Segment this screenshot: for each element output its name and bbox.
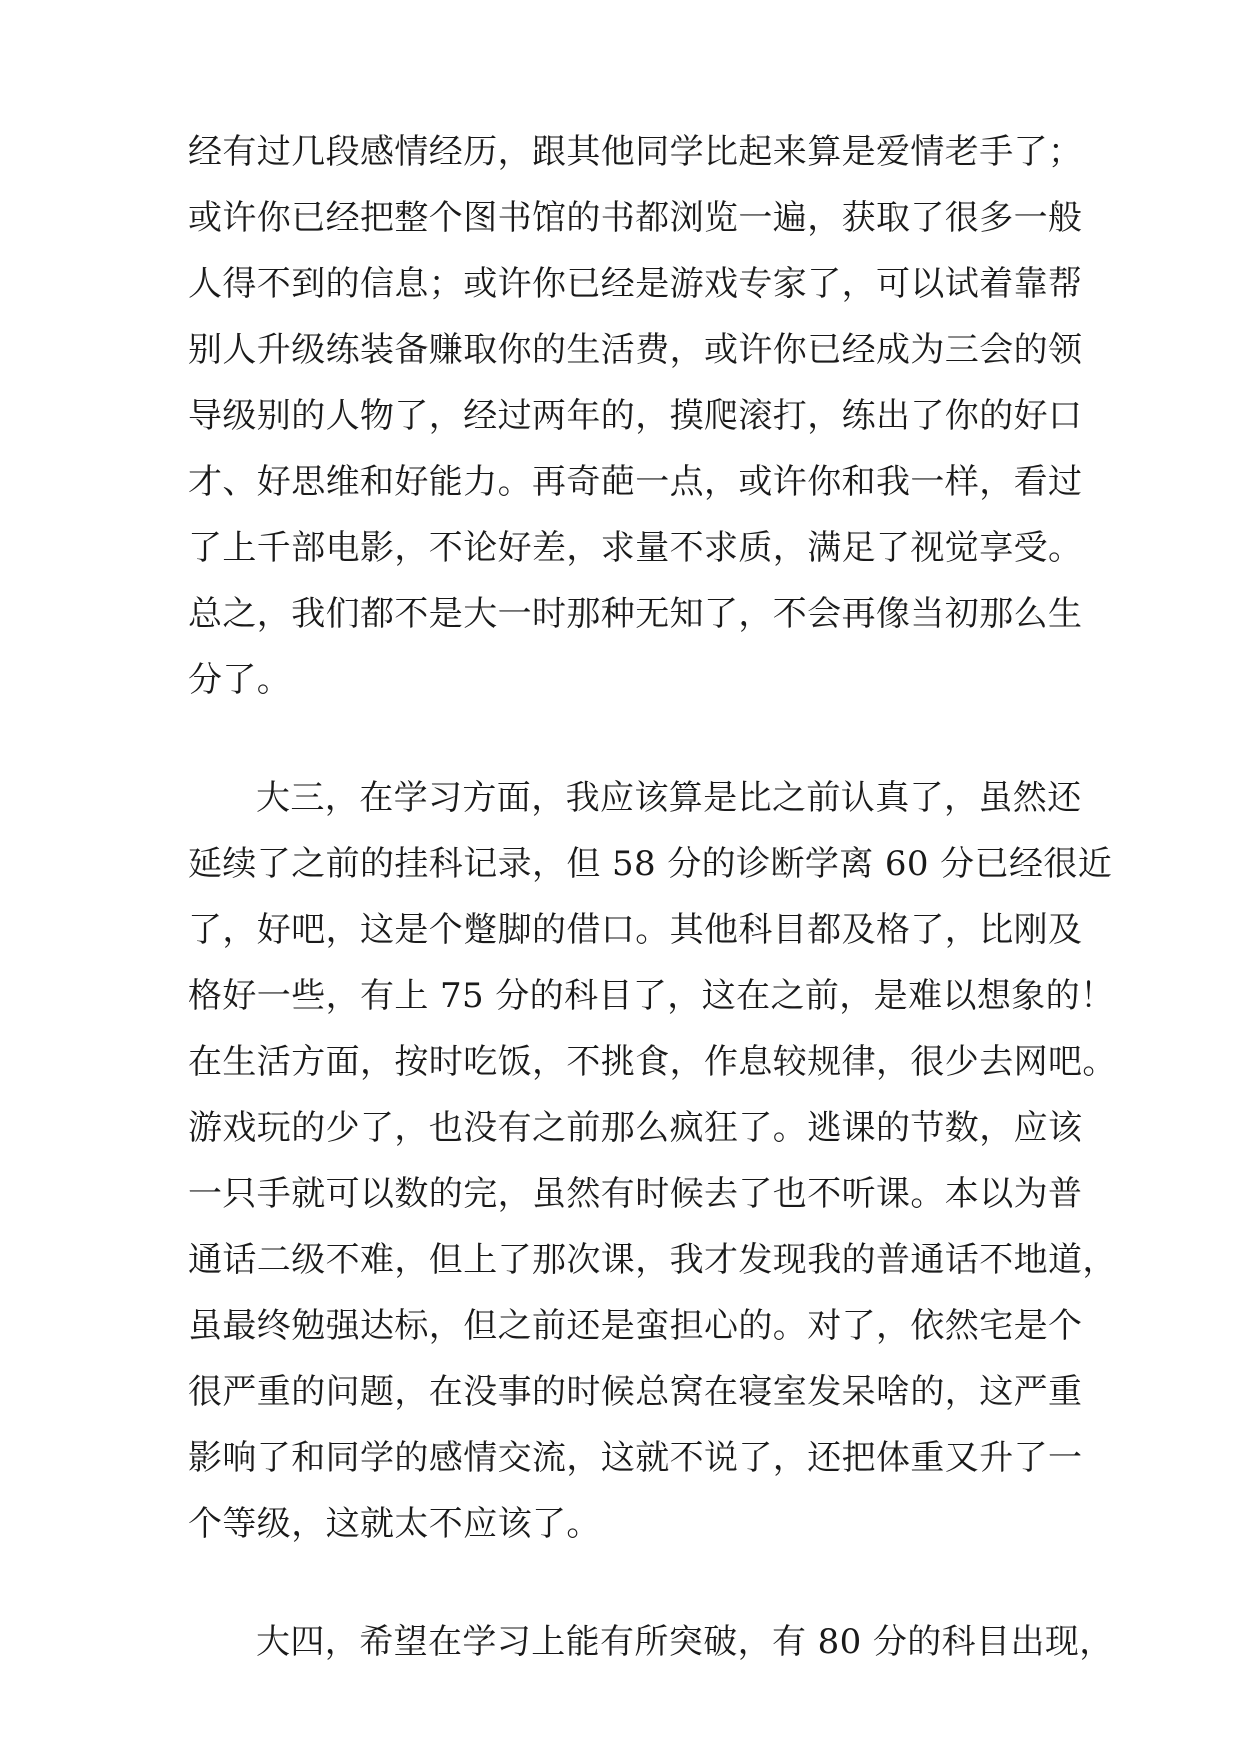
text-line: 经有过几段感情经历，跟其他同学比起来算是爱情老手了； bbox=[188, 132, 1083, 172]
text-line: 通话二级不难，但上了那次课，我才发现我的普通话不地道， bbox=[188, 1240, 1117, 1280]
text-line: 大四，希望在学习上能有所突破，有 80 分的科目出现， bbox=[256, 1622, 1114, 1662]
text-line: 在生活方面，按时吃饭，不挑食，作息较规律，很少去网吧。 bbox=[188, 1042, 1117, 1082]
text-line: 游戏玩的少了，也没有之前那么疯狂了。逃课的节数，应该 bbox=[188, 1108, 1083, 1148]
text-line: 人得不到的信息；或许你已经是游戏专家了，可以试着靠帮 bbox=[188, 264, 1083, 304]
text-line: 了，好吧，这是个蹩脚的借口。其他科目都及格了，比刚及 bbox=[188, 910, 1083, 950]
text-line: 影响了和同学的感情交流，这就不说了，还把体重又升了一 bbox=[188, 1438, 1083, 1478]
text-line: 一只手就可以数的完，虽然有时候去了也不听课。本以为普 bbox=[188, 1174, 1083, 1214]
text-line: 了上千部电影，不论好差，求量不求质，满足了视觉享受。 bbox=[188, 528, 1083, 568]
text-line: 延续了之前的挂科记录，但 58 分的诊断学离 60 分已经很近 bbox=[188, 844, 1113, 884]
text-line: 或许你已经把整个图书馆的书都浏览一遍，获取了很多一般 bbox=[188, 198, 1083, 238]
text-line: 个等级，这就太不应该了。 bbox=[188, 1504, 601, 1544]
text-line: 导级别的人物了，经过两年的，摸爬滚打，练出了你的好口 bbox=[188, 396, 1083, 436]
text-line: 格好一些，有上 75 分的科目了，这在之前，是难以想象的！ bbox=[188, 976, 1115, 1016]
text-line: 才、好思维和好能力。再奇葩一点，或许你和我一样，看过 bbox=[188, 462, 1083, 502]
text-line: 分了。 bbox=[188, 660, 292, 700]
text-line: 总之，我们都不是大一时那种无知了，不会再像当初那么生 bbox=[188, 594, 1083, 634]
text-line: 很严重的问题，在没事的时候总窝在寝室发呆啥的，这严重 bbox=[188, 1372, 1083, 1412]
text-line: 大三，在学习方面，我应该算是比之前认真了，虽然还 bbox=[256, 778, 1082, 818]
text-line: 别人升级练装备赚取你的生活费，或许你已经成为三会的领 bbox=[188, 330, 1083, 370]
text-line: 虽最终勉强达标，但之前还是蛮担心的。对了，依然宅是个 bbox=[188, 1306, 1083, 1346]
